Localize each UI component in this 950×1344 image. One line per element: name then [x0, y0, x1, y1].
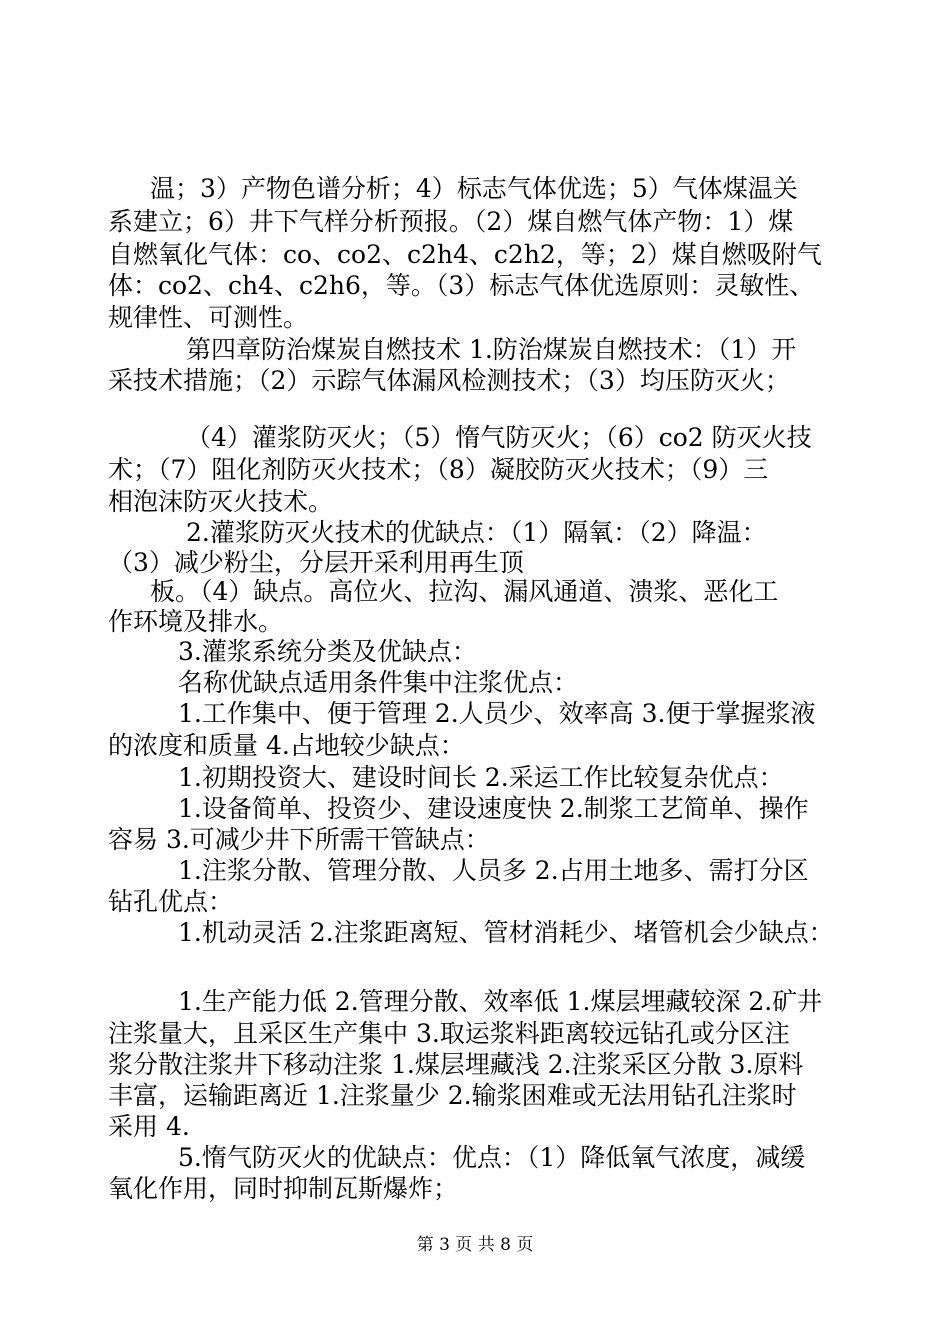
- text-line: （4）灌浆防灭火；（5）惰气防灭火；（6）co2 防灭火技: [186, 423, 812, 452]
- text-line: 术；（7）阻化剂防灭火技术；（8）凝胶防灭火技术；（9）三: [108, 455, 769, 484]
- text-line: 1.初期投资大、建设时间长 2.采运工作比较复杂优点：: [178, 763, 784, 792]
- page-footer: 第 3 页 共 8 页: [416, 1235, 534, 1255]
- text-line: 5.惰气防灭火的优缺点：优点：（1）降低氧气浓度，减缓: [178, 1143, 806, 1172]
- text-line: （3）减少粉尘，分层开采利用再生顶: [108, 548, 524, 577]
- text-line: 采技术措施；（2）示踪气体漏风检测技术；（3）均压防灭火；: [108, 366, 790, 395]
- text-line: 规律性、可测性。: [108, 303, 309, 332]
- text-line: 1.工作集中、便于管理 2.人员少、效率高 3.便于掌握浆液: [178, 699, 816, 728]
- text-line: 系建立；6）井下气样分析预报。（2）煤自燃气体产物：1）煤: [108, 207, 794, 236]
- text-line: 浆分散注浆井下移动注浆 1.煤层埋藏浅 2.注浆采区分散 3.原料: [108, 1050, 804, 1079]
- text-line: 名称优缺点适用条件集中注浆优点：: [178, 668, 579, 697]
- text-line: 1.设备简单、投资少、建设速度快 2.制浆工艺简单、操作: [178, 794, 809, 823]
- text-line: 1.注浆分散、管理分散、人员多 2.占用土地多、需打分区: [178, 856, 809, 885]
- text-line: 3.灌浆系统分类及优缺点：: [178, 637, 477, 666]
- text-line: 容易 3.可减少井下所需干管缺点：: [108, 825, 490, 854]
- text-line: 1.生产能力低 2.管理分散、效率低 1.煤层埋藏较深 2.矿井: [178, 987, 823, 1016]
- text-line: 采用 4.: [108, 1112, 190, 1141]
- text-line: 2.灌浆防灭火技术的优缺点：（1）隔氧：（2）降温：: [186, 518, 767, 547]
- chapter-heading-line: 第四章防治煤炭自燃技术 1.防治煤炭自燃技术：（1）开: [186, 335, 797, 364]
- text-line: 温；3）产物色谱分析；4）标志气体优选；5）气体煤温关: [150, 174, 798, 203]
- text-line: 体：co2、ch4、c2h6，等。（3）标志气体优选原则：灵敏性、: [108, 271, 815, 300]
- text-line: 相泡沫防灭火技术。: [108, 487, 334, 516]
- text-line: 氧化作用，同时抑制瓦斯爆炸；: [108, 1174, 459, 1203]
- text-line: 1.机动灵活 2.注浆距离短、管材消耗少、堵管机会少缺点：: [178, 918, 834, 947]
- text-line: 自燃氧化气体：co、co2、c2h4、c2h2，等；2）煤自燃吸附气: [108, 240, 822, 269]
- text-line: 作环境及排水。: [108, 607, 284, 636]
- text-line: 板。（4）缺点。高位火、拉沟、漏风通道、溃浆、恶化工: [150, 577, 779, 606]
- text-line: 丰富，运输距离近 1.注浆量少 2.输浆困难或无法用钻孔注浆时: [108, 1081, 797, 1110]
- text-line: 注浆量大，且采区生产集中 3.取运浆料距离较远钻孔或分区注: [108, 1019, 790, 1048]
- text-line: 的浓度和质量 4.占地较少缺点：: [108, 731, 465, 760]
- text-line: 钻孔优点：: [108, 887, 234, 916]
